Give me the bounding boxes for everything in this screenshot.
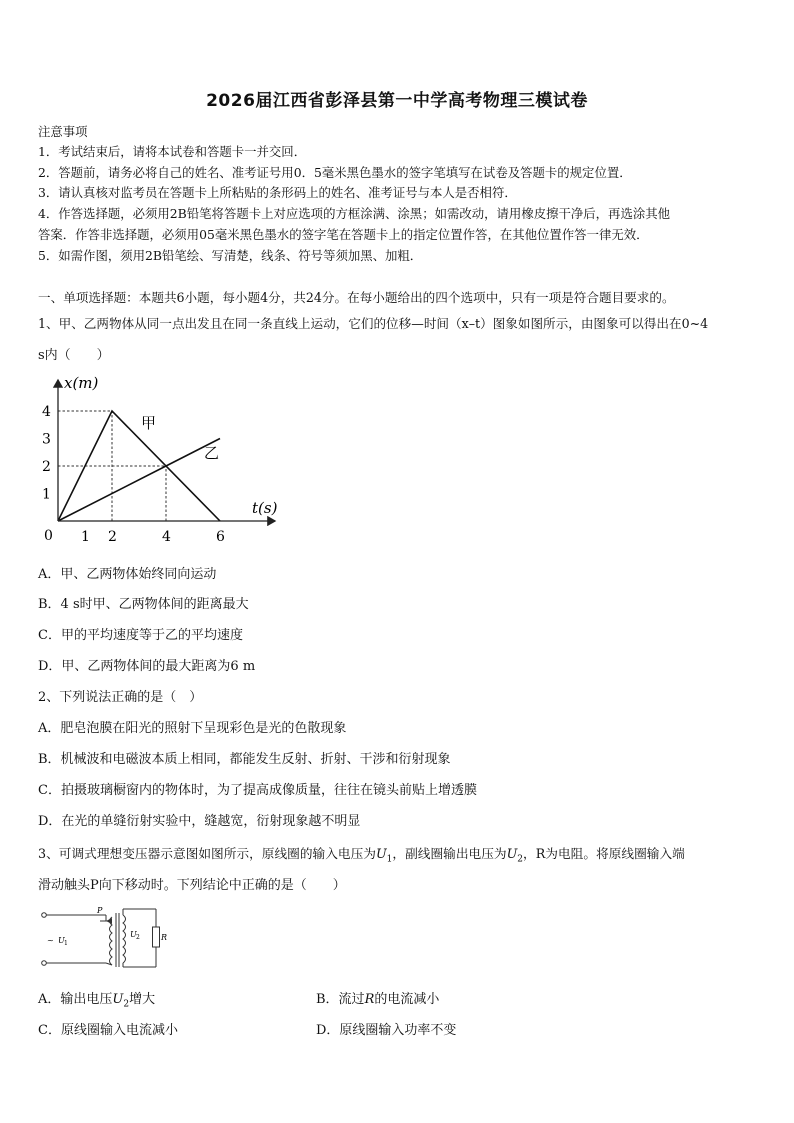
y-axis-label: x(m) bbox=[64, 374, 99, 392]
q3-option-c: C．原线圈输入电流减小 bbox=[38, 1023, 178, 1038]
label-u1-sub: 1 bbox=[64, 940, 68, 947]
q3-stem-part: 3、可调式理想变压器示意图如图所示，原线圈的输入电压为 bbox=[38, 846, 376, 861]
y-tick-label: 1 bbox=[42, 486, 51, 503]
q1-stem-line2: s内（ ） bbox=[38, 348, 110, 363]
label-u2-sub: 2 bbox=[136, 934, 140, 941]
q3-option-b-text: B．流过 bbox=[316, 992, 365, 1007]
section-heading: 一、单项选择题：本题共6小题，每小题4分，共24分。在每小题给出的四个选项中，只有一项是符合题目要求的。 bbox=[38, 290, 675, 305]
label-tilde: ~ bbox=[47, 936, 54, 945]
var-u2-sub: 2 bbox=[517, 854, 524, 865]
axes bbox=[58, 380, 275, 521]
var-u2: U bbox=[112, 992, 124, 1007]
q3-option-a-text: 增大 bbox=[129, 992, 156, 1007]
notice-item: 5．如需作图，须用2B铅笔绘、写清楚，线条、符号等须加黑、加粗． bbox=[38, 248, 423, 263]
label-p: P bbox=[97, 906, 103, 915]
q2-option-c: C．拍摄玻璃橱窗内的物体时，为了提高成像质量，往往在镜头前贴上增透膜 bbox=[38, 783, 477, 798]
x-tick-label: 2 bbox=[108, 529, 117, 545]
primary-coil bbox=[110, 917, 113, 965]
label-r: R bbox=[161, 933, 168, 942]
x-axis-label: t(s) bbox=[252, 499, 278, 517]
x-tick-label: 4 bbox=[162, 529, 171, 545]
q3-option-b bbox=[316, 988, 439, 1007]
q2-stem: 2、下列说法正确的是（ ） bbox=[38, 690, 203, 705]
q3-stem-line1 bbox=[38, 843, 685, 865]
q1-stem-line1: 1、甲、乙两物体从同一点出发且在同一条直线上运动，它们的位移—时间（x–t）图象如图所示，由图象可以得出在0~4 bbox=[38, 316, 709, 331]
q3-option-b-text: 的电流减小 bbox=[374, 992, 440, 1007]
var-r: R bbox=[364, 992, 375, 1007]
q2-option-a: A．肥皂泡膜在阳光的照射下呈现彩色是光的色散现象 bbox=[38, 721, 347, 736]
q1-option-b: B．4 s时甲、乙两物体间的距离最大 bbox=[38, 597, 249, 612]
x-tick-label: 6 bbox=[216, 529, 225, 545]
notice-heading: 注意事项 bbox=[38, 124, 88, 139]
resistor bbox=[153, 927, 160, 947]
x-tick-label: 1 bbox=[81, 529, 90, 545]
q1-xt-graph bbox=[30, 368, 290, 553]
q1-option-d: D．甲、乙两物体间的最大距离为6 m bbox=[38, 659, 256, 674]
terminal bbox=[42, 913, 47, 918]
tick-labels bbox=[42, 404, 225, 545]
series-label-yi: 乙 bbox=[204, 444, 220, 462]
q3-option-a bbox=[38, 988, 155, 1010]
series-line-yi bbox=[58, 439, 220, 522]
q3-stem-line2: 滑动触头P向下移动时。下列结论中正确的是（ ） bbox=[38, 878, 346, 893]
var-u1-sub: 1 bbox=[386, 854, 393, 865]
secondary-coil bbox=[123, 915, 126, 963]
notice-item: 3．请认真核对监考员在答题卡上所粘贴的条形码上的姓名、准考证号与本人是否相符． bbox=[38, 185, 517, 200]
var-u2-sub: 2 bbox=[123, 999, 130, 1010]
y-tick-label: 2 bbox=[42, 459, 51, 475]
q3-stem-part: ，副线圈输出电压为 bbox=[392, 846, 507, 861]
y-tick-label: 4 bbox=[42, 404, 51, 420]
transformer-diagram bbox=[36, 903, 166, 971]
notice-item: 4．作答选择题，必须用2B铅笔将答题卡上对应选项的方框涂满、涂黑；如需改动，请用橡皮擦干净后，再选涂其他 bbox=[38, 206, 671, 221]
q1-option-a: A．甲、乙两物体始终同向运动 bbox=[38, 567, 217, 582]
q1-option-c: C．甲的平均速度等于乙的平均速度 bbox=[38, 628, 243, 643]
q2-option-b: B．机械波和电磁波本质上相同，都能发生反射、折射、干涉和衍射现象 bbox=[38, 752, 451, 767]
notice-item: 答案．作答非选择题，必须用05毫米黑色墨水的签字笔在答题卡上的指定位置作答，在其他位置作答一律无效． bbox=[38, 227, 649, 242]
notice-item: 1．考试结束后，请将本试卷和答题卡一并交回． bbox=[38, 144, 307, 159]
q3-option-d: D．原线圈输入功率不变 bbox=[316, 1023, 457, 1038]
series-label-jia: 甲 bbox=[141, 414, 157, 432]
q3-stem-part: ，R为电阻。将原线圈输入端 bbox=[523, 846, 685, 861]
terminal bbox=[42, 961, 47, 966]
q3-option-a-text: A．输出电压 bbox=[38, 992, 113, 1007]
var-u1: U bbox=[375, 846, 387, 861]
page-title: 2026届江西省彭泽县第一中学高考物理三模试卷 bbox=[206, 91, 588, 111]
origin-label: 0 bbox=[44, 528, 53, 544]
y-tick-label: 3 bbox=[42, 431, 51, 448]
label-u1: U bbox=[58, 936, 65, 945]
q2-option-d: D．在光的单缝衍射实验中，缝越宽，衍射现象越不明显 bbox=[38, 814, 361, 829]
var-u2: U bbox=[506, 846, 518, 861]
label-u2: U bbox=[130, 930, 137, 939]
notice-item: 2．答题前，请务必将自己的姓名、准考证号用0．5毫米黑色墨水的签字笔填写在试卷及答题卡的规定位置． bbox=[38, 165, 632, 180]
